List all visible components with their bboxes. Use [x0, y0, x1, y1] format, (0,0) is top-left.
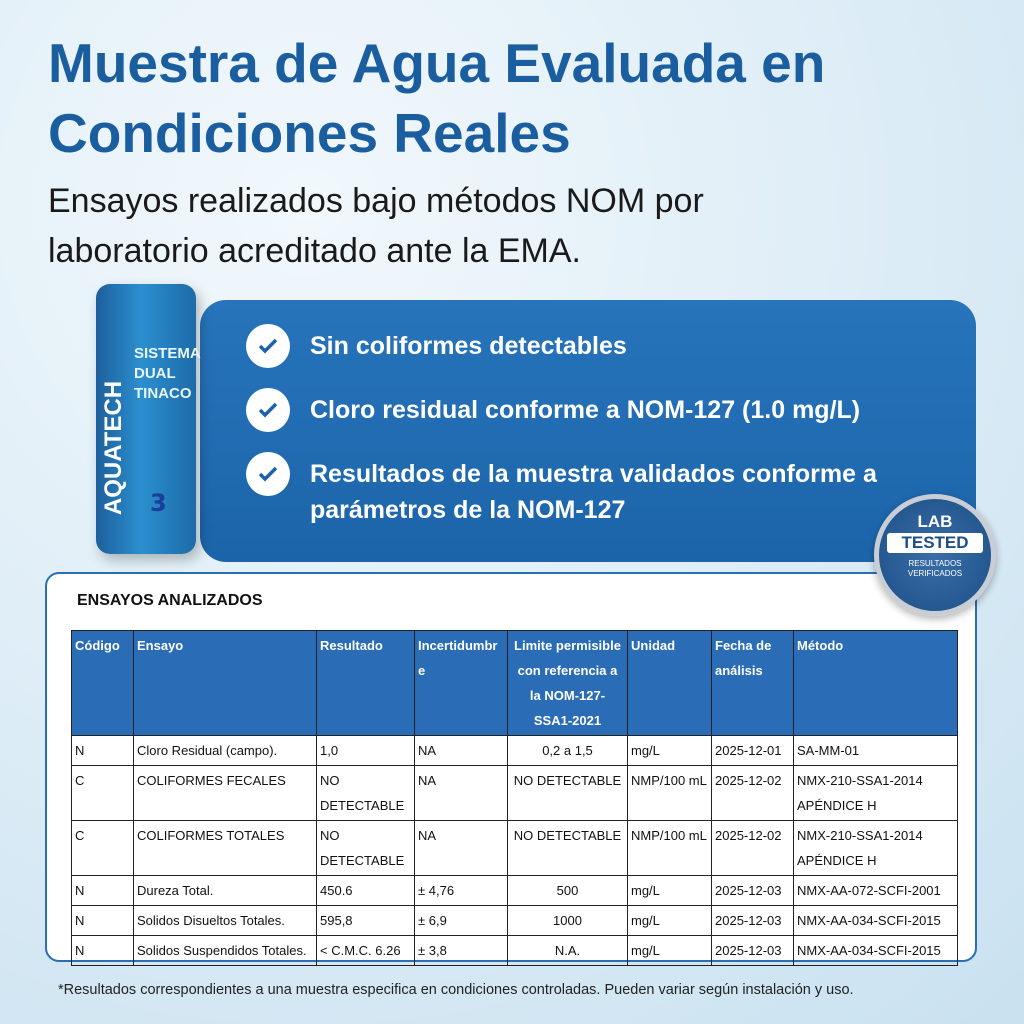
table-row [72, 821, 958, 876]
table-cell: 450.6 [317, 876, 415, 906]
table-cell: 2025-12-02 [712, 821, 794, 876]
table-cell: NA [415, 766, 508, 821]
product-image [96, 284, 201, 554]
table-cell: NO DETECTABLE [508, 821, 628, 876]
table-cell: mg/L [628, 906, 712, 936]
table-cell: COLIFORMES FECALES [134, 766, 317, 821]
lab-tested-badge: LAB TESTED RESULTADOS VERIFICADOS [874, 494, 996, 616]
check-icon [246, 388, 290, 432]
table-cell: 2025-12-03 [712, 936, 794, 966]
table-cell: 0,2 a 1,5 [508, 736, 628, 766]
table-cell: NMX-AA-034-SCFI-2015 [794, 906, 958, 936]
column-header: Incertidumbre [415, 631, 508, 736]
table-cell: C [72, 821, 134, 876]
table-header-row [72, 631, 958, 736]
table-cell: NMX-210-SSA1-2014 APÉNDICE H [794, 821, 958, 876]
table-cell: NMP/100 mL [628, 766, 712, 821]
table-cell: mg/L [628, 736, 712, 766]
highlight-item: Cloro residual conforme a NOM-127 (1.0 mg/L) [246, 392, 946, 432]
disclaimer: *Resultados correspondientes a una muestra especifica en condiciones controladas. Pueden variar según instalación y uso. [58, 982, 854, 998]
table-cell: Solidos Suspendidos Totales. [134, 936, 317, 966]
table-cell: N [72, 936, 134, 966]
table-cell: N [72, 906, 134, 936]
table-title: ENSAYOS ANALIZADOS [77, 592, 263, 609]
table-cell: ± 3,8 [415, 936, 508, 966]
check-icon [246, 452, 290, 496]
table-cell: 595,8 [317, 906, 415, 936]
table-row [72, 906, 958, 936]
table-cell: NO DETECTABLE [317, 766, 415, 821]
table-body [72, 736, 958, 966]
results-table [71, 630, 958, 966]
column-header: Método [794, 631, 958, 736]
table-row [72, 876, 958, 906]
page-title: Muestra de Agua Evaluada en Condiciones Reales [48, 32, 826, 164]
highlights-panel [200, 300, 976, 562]
table-cell: 1000 [508, 906, 628, 936]
table-cell: NO DETECTABLE [508, 766, 628, 821]
table-cell: 2025-12-01 [712, 736, 794, 766]
table-cell: NO DETECTABLE [317, 821, 415, 876]
table-row [72, 936, 958, 966]
table-cell: mg/L [628, 936, 712, 966]
table-cell: Solidos Disueltos Totales. [134, 906, 317, 936]
column-header: Código [72, 631, 134, 736]
subtitle: Ensayos realizados bajo métodos NOM por laboratorio acreditado ante la EMA. [48, 182, 704, 270]
table-cell: 2025-12-02 [712, 766, 794, 821]
table-cell: NMX-AA-072-SCFI-2001 [794, 876, 958, 906]
product-name: SISTEMA DUAL TINACO [134, 345, 201, 402]
table-row [72, 736, 958, 766]
table-cell: NA [415, 736, 508, 766]
product-number: 3 [150, 489, 167, 517]
table-cell: 1,0 [317, 736, 415, 766]
table-cell: ± 4,76 [415, 876, 508, 906]
table-cell: Cloro Residual (campo). [134, 736, 317, 766]
column-header: Ensayo [134, 631, 317, 736]
table-cell: NMX-AA-034-SCFI-2015 [794, 936, 958, 966]
product-brand: AQUATECH [100, 380, 127, 516]
table-cell: N.A. [508, 936, 628, 966]
table-cell: 2025-12-03 [712, 906, 794, 936]
table-cell: < C.M.C. 6.26 [317, 936, 415, 966]
highlight-item: Sin coliformes detectables [246, 328, 946, 368]
table-cell: 500 [508, 876, 628, 906]
table-cell: NMX-210-SSA1-2014 APÉNDICE H [794, 766, 958, 821]
highlight-item: Resultados de la muestra validados conforme a parámetros de la NOM-127 [246, 456, 946, 528]
column-header: Limite permisible con referencia a la NOM-127-SSA1-2021 [508, 631, 628, 736]
table-cell: 2025-12-03 [712, 876, 794, 906]
results-card [45, 572, 977, 962]
table-cell: NA [415, 821, 508, 876]
table-cell: ± 6,9 [415, 906, 508, 936]
table-cell: NMP/100 mL [628, 821, 712, 876]
check-icon [246, 324, 290, 368]
table-cell: COLIFORMES TOTALES [134, 821, 317, 876]
column-header: Unidad [628, 631, 712, 736]
table-row [72, 766, 958, 821]
table-cell: SA-MM-01 [794, 736, 958, 766]
table-cell: mg/L [628, 876, 712, 906]
table-cell: N [72, 876, 134, 906]
column-header: Fecha de análisis [712, 631, 794, 736]
table-cell: C [72, 766, 134, 821]
column-header: Resultado [317, 631, 415, 736]
table-cell: N [72, 736, 134, 766]
table-cell: Dureza Total. [134, 876, 317, 906]
